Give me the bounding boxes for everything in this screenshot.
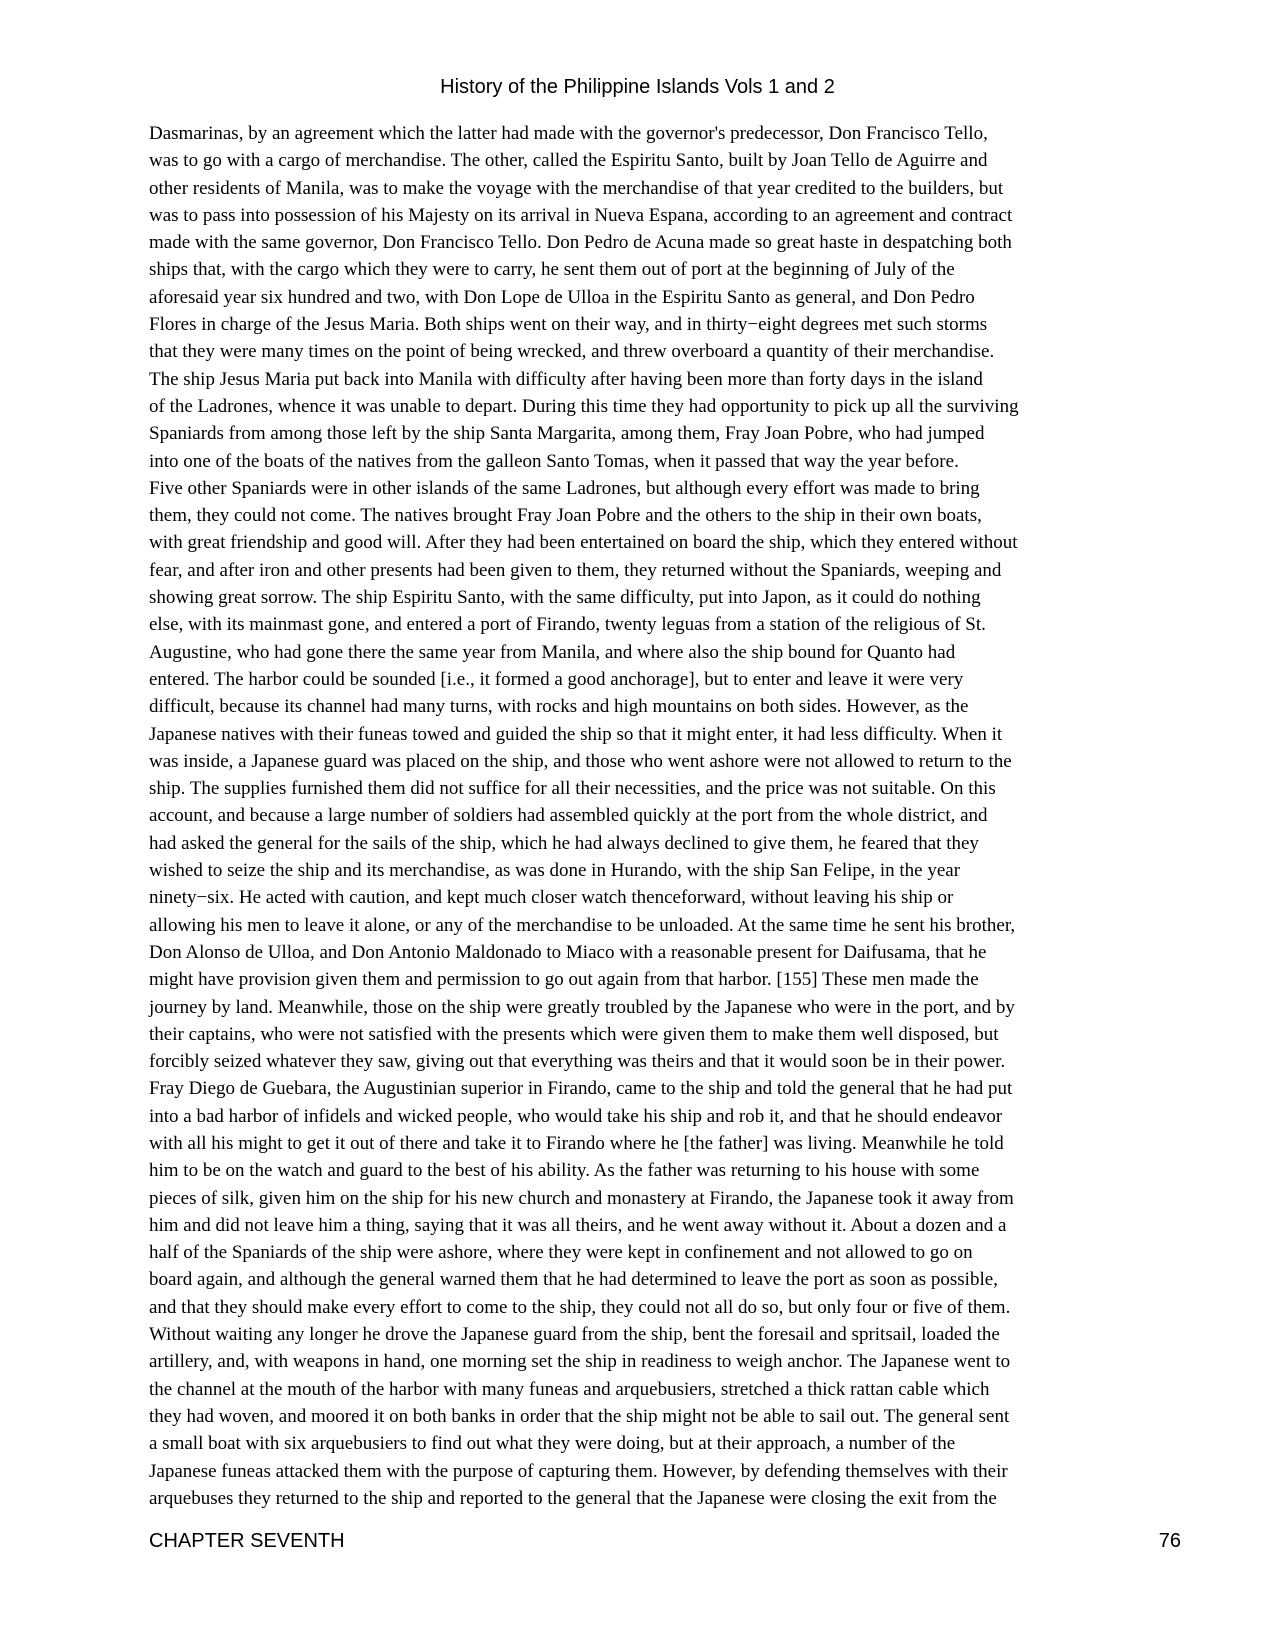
body-text (149, 120, 1179, 1512)
footer-chapter-title: CHAPTER SEVENTH (149, 1530, 345, 1552)
body-line: might have provision given them and permission to go out again from that harbor. [155] These men made the (149, 969, 979, 991)
running-header: History of the Philippine Islands Vols 1 and 2 (440, 76, 835, 98)
body-line: Without waiting any longer he drove the Japanese guard from the ship, bent the foresail and spritsail, loaded the (149, 1324, 1000, 1346)
body-line: pieces of silk, given him on the ship for his new church and monastery at Firando, the Japanese took it away from (149, 1187, 1014, 1209)
body-line: aforesaid year six hundred and two, with Don Lope de Ulloa in the Espiritu Santo as general, and Don Pedro (149, 286, 975, 308)
body-line: him to be on the watch and guard to the best of his ability. As the father was returning to his house with some (149, 1160, 980, 1182)
body-line: was to pass into possession of his Majesty on its arrival in Nueva Espana, according to an agreement and contract (149, 204, 1013, 226)
body-line: with all his might to get it out of there and take it to Firando where he [the father] was living. Meanwhile he told (149, 1132, 1004, 1154)
body-line: their captains, who were not satisfied with the presents which were given them to make them well disposed, but (149, 1023, 999, 1045)
body-line: was to go with a cargo of merchandise. The other, called the Espiritu Santo, built by Joan Tello de Aguirre and (149, 150, 988, 172)
body-line: had asked the general for the sails of the ship, which he had always declined to give them, he feared that they (149, 832, 979, 854)
body-line: forcibly seized whatever they saw, giving out that everything was theirs and that it would soon be in their power. (149, 1051, 1006, 1073)
body-line: account, and because a large number of soldiers had assembled quickly at the port from the whole district, and (149, 805, 988, 827)
body-line: into a bad harbor of infidels and wicked people, who would take his ship and rob it, and that he should endeavor (149, 1105, 1003, 1127)
body-line: ship. The supplies furnished them did not suffice for all their necessities, and the price was not suitable. On this (149, 778, 996, 800)
body-line: showing great sorrow. The ship Espiritu Santo, with the same difficulty, put into Japon, as it could do nothing (149, 587, 981, 609)
body-line: Flores in charge of the Jesus Maria. Both ships went on their way, and in thirty−eight degrees met such storms (149, 314, 988, 336)
body-line: difficult, because its channel had many turns, with rocks and high mountains on both sides. However, as the (149, 696, 969, 718)
body-line: else, with its mainmast gone, and entered a port of Firando, twenty leguas from a station of the religious of St. (149, 614, 986, 636)
body-line: Augustine, who had gone there the same year from Manila, and where also the ship bound for Quanto had (149, 641, 956, 663)
body-line: entered. The harbor could be sounded [i.e., it formed a good anchorage], but to enter and leave it were very (149, 668, 964, 690)
body-line: into one of the boats of the natives from the galleon Santo Tomas, when it passed that way the year before. (149, 450, 959, 472)
body-line: made with the same governor, Don Francisco Tello. Don Pedro de Acuna made so great haste in despatching both (149, 232, 1012, 254)
body-line: him and did not leave him a thing, saying that it was all theirs, and he went away without it. About a dozen and a (149, 1214, 1007, 1236)
body-line: Japanese natives with their funeas towed and guided the ship so that it might enter, it had less difficulty. When it (149, 723, 1003, 745)
body-line: Don Alonso de Ulloa, and Don Antonio Maldonado to Miaco with a reasonable present for Daifusama, that he (149, 941, 987, 963)
body-line: fear, and after iron and other presents had been given to them, they returned without the Spaniards, weeping and (149, 559, 1002, 581)
body-line: wished to seize the ship and its merchandise, as was done in Hurando, with the ship San Felipe, in the year (149, 860, 961, 882)
body-line: them, they could not come. The natives brought Fray Joan Pobre and the others to the ship in their own boats, (149, 505, 982, 527)
body-line: half of the Spaniards of the ship were ashore, where they were kept in confinement and not allowed to go on (149, 1242, 973, 1264)
body-line: Five other Spaniards were in other islands of the same Ladrones, but although every effort was made to bring (149, 477, 980, 499)
body-line: The ship Jesus Maria put back into Manila with difficulty after having been more than forty days in the island (149, 368, 983, 390)
body-line: Fray Diego de Guebara, the Augustinian superior in Firando, came to the ship and told the general that he had put (149, 1078, 1013, 1100)
body-line: they had woven, and moored it on both banks in order that the ship might not be able to sail out. The general sent (149, 1405, 1010, 1427)
body-line: allowing his men to leave it alone, or any of the merchandise to be unloaded. At the same time he sent his brother, (149, 914, 1016, 936)
body-line: other residents of Manila, was to make the voyage with the merchandise of that year credited to the builders, but (149, 177, 1004, 199)
body-line: that they were many times on the point of being wrecked, and threw overboard a quantity of their merchandise. (149, 341, 995, 363)
body-line: with great friendship and good will. After they had been entertained on board the ship, which they entered without (149, 532, 1018, 554)
body-line: and that they should make every effort to come to the ship, they could not all do so, but only four or five of them. (149, 1296, 1011, 1318)
body-line: board again, and although the general warned them that he had determined to leave the port as soon as possible, (149, 1269, 998, 1291)
body-line: artillery, and, with weapons in hand, one morning set the ship in readiness to weigh anchor. The Japanese went to (149, 1351, 1011, 1373)
body-line: ships that, with the cargo which they were to carry, he sent them out of port at the beginning of July of the (149, 259, 955, 281)
body-line: Spaniards from among those left by the ship Santa Margarita, among them, Fray Joan Pobre, who had jumped (149, 423, 985, 445)
body-line: arquebuses they returned to the ship and reported to the general that the Japanese were closing the exit from the (149, 1487, 997, 1509)
body-line: a small boat with six arquebusiers to find out what they were doing, but at their approach, a number of the (149, 1433, 956, 1455)
body-line: of the Ladrones, whence it was unable to depart. During this time they had opportunity to pick up all the surviving (149, 395, 1019, 417)
body-line: the channel at the mouth of the harbor with many funeas and arquebusiers, stretched a thick rattan cable which (149, 1378, 990, 1400)
body-line: was inside, a Japanese guard was placed on the ship, and those who went ashore were not allowed to return to the (149, 750, 1012, 772)
body-line: journey by land. Meanwhile, those on the ship were greatly troubled by the Japanese who were in the port, and by (149, 996, 1015, 1018)
body-line: Japanese funeas attacked them with the purpose of capturing them. However, by defending themselves with their (149, 1460, 1008, 1482)
footer-page-number: 76 (1158, 1530, 1181, 1552)
body-line: ninety−six. He acted with caution, and kept much closer watch thenceforward, without leaving his ship or (149, 887, 954, 909)
body-line: Dasmarinas, by an agreement which the latter had made with the governor's predecessor, Don Francisco Tello, (149, 123, 988, 144)
